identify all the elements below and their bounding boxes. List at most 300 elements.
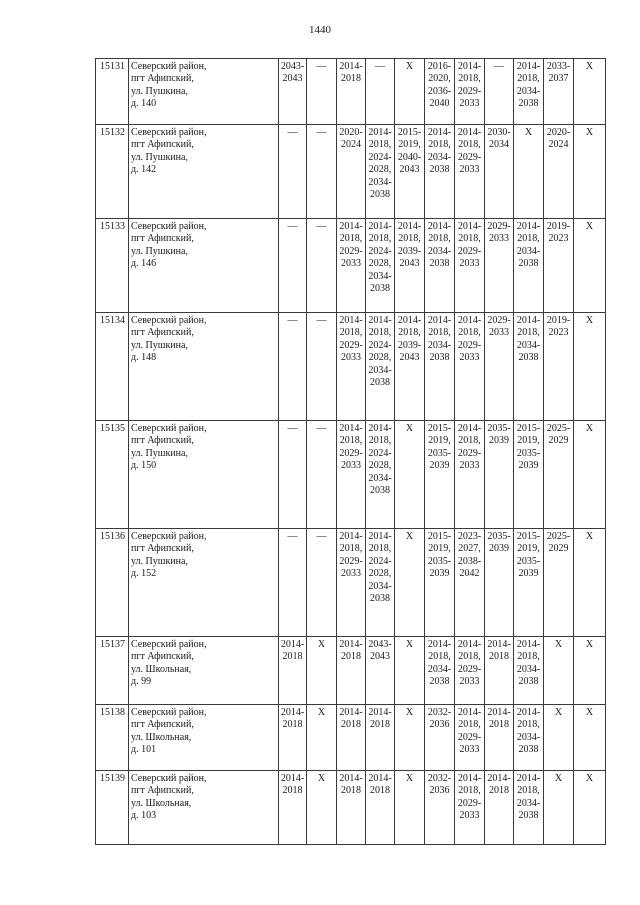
period-line: 2032- <box>427 773 452 784</box>
table-row <box>96 771 606 845</box>
period-cell <box>455 313 485 421</box>
period-cell <box>455 705 485 771</box>
period-line: 2018, <box>517 73 540 85</box>
period-line: 2018, <box>428 139 451 151</box>
period-cell <box>366 219 395 313</box>
address-line: ул. Пушкина, <box>131 447 188 459</box>
period-line: 2038 <box>429 676 450 688</box>
period-line: 2018, <box>517 651 540 663</box>
period-cell <box>514 219 544 313</box>
period-cell <box>366 421 395 529</box>
period-line: X <box>405 61 414 72</box>
period-line: 2034- <box>368 270 392 282</box>
period-cell <box>425 705 455 771</box>
period-cell <box>395 421 425 529</box>
period-cell <box>514 125 544 219</box>
address-line: д. 99 <box>131 676 152 688</box>
period-line: 2018, <box>458 139 481 151</box>
period-line: X <box>585 127 594 138</box>
period-cell <box>337 637 366 705</box>
period-line: 2029- <box>457 447 482 459</box>
period-cell <box>485 125 514 219</box>
period-line: 2015- <box>516 531 541 542</box>
period-line: 2015- <box>516 423 541 434</box>
period-cell <box>485 421 514 529</box>
period-line: 2020- <box>546 127 571 138</box>
address-line: д. 150 <box>131 460 157 472</box>
period-cell <box>366 313 395 421</box>
period-line: 2043 <box>282 73 303 85</box>
period-cell <box>514 705 544 771</box>
period-line: 2033 <box>341 352 361 364</box>
period-line: 2025- <box>546 423 571 434</box>
address-cell <box>129 219 279 313</box>
address-line: пгт Афипский, <box>131 543 194 555</box>
period-line: 2014- <box>280 707 305 718</box>
period-line: 2034- <box>368 364 392 376</box>
period-line: 2039 <box>429 568 450 580</box>
period-cell <box>425 421 455 529</box>
period-line: 2040 <box>429 98 450 110</box>
period-cell <box>574 529 606 637</box>
period-line: 2038 <box>518 810 539 822</box>
period-cell <box>279 219 307 313</box>
period-line: 2019- <box>546 221 571 232</box>
period-line: 2014- <box>339 773 363 784</box>
period-cell <box>279 705 307 771</box>
period-line: 2014- <box>516 315 541 326</box>
period-line: 2029- <box>457 245 482 257</box>
period-line: 2018 <box>282 719 303 731</box>
period-line: 2018, <box>517 785 540 797</box>
period-cell <box>337 771 366 845</box>
period-line: 2029- <box>457 797 482 809</box>
period-line: 2038 <box>518 258 539 270</box>
period-line: 2018, <box>339 233 363 245</box>
period-line: 2028, <box>368 352 392 364</box>
period-line: 2039- <box>397 339 422 351</box>
period-cell <box>574 771 606 845</box>
period-line: 2018, <box>428 233 451 245</box>
period-cell <box>544 125 574 219</box>
address-cell <box>129 637 279 705</box>
period-cell <box>395 705 425 771</box>
period-line: 2033 <box>341 460 361 472</box>
period-cell <box>425 529 455 637</box>
address-line: д. 148 <box>131 352 157 364</box>
period-line: 2016- <box>427 61 452 72</box>
period-cell <box>425 59 455 125</box>
period-line: 2038 <box>370 377 390 389</box>
period-line: 2018, <box>368 435 392 447</box>
period-line: X <box>405 773 414 784</box>
period-line: X <box>524 127 533 138</box>
address-line: ул. Школьная, <box>131 797 192 809</box>
period-line: 2018, <box>368 139 392 151</box>
period-line: 2014- <box>457 639 482 650</box>
period-line: 2018 <box>341 719 361 731</box>
period-line: 2038 <box>429 258 450 270</box>
period-line: 2028, <box>368 258 392 270</box>
period-line: 2018, <box>458 435 481 447</box>
period-cell <box>455 421 485 529</box>
table-row <box>96 125 606 219</box>
period-line: 2029- <box>457 151 482 163</box>
address-line: Северский район, <box>131 221 207 232</box>
address-line: пгт Афипский, <box>131 139 194 151</box>
period-line: 2034- <box>368 176 392 188</box>
period-line: 2029- <box>339 339 363 351</box>
period-line: X <box>585 315 594 326</box>
period-line: 2014- <box>516 221 541 232</box>
period-cell <box>455 125 485 219</box>
address-line: Северский район, <box>131 639 207 650</box>
period-cell <box>337 313 366 421</box>
period-line: 2033 <box>459 98 480 110</box>
period-cell <box>574 59 606 125</box>
period-line: 2018, <box>339 327 363 339</box>
period-cell <box>574 125 606 219</box>
period-line: 2035- <box>516 555 541 567</box>
period-line: 2033 <box>459 352 480 364</box>
period-line: 2014- <box>339 531 363 542</box>
period-line: 2020, <box>428 73 451 85</box>
period-cell <box>455 219 485 313</box>
period-line: — <box>287 423 298 434</box>
period-line: 2018 <box>341 651 361 663</box>
record-number: 15132 <box>96 125 129 219</box>
period-line: X <box>317 773 326 784</box>
period-cell <box>307 705 337 771</box>
period-cell <box>337 421 366 529</box>
record-number: 15133 <box>96 219 129 313</box>
address-line: д. 101 <box>131 744 157 756</box>
period-line: 2043 <box>370 651 390 663</box>
period-line: 2014- <box>516 639 541 650</box>
period-line: — <box>316 61 327 72</box>
period-cell <box>544 771 574 845</box>
period-line: 2024- <box>368 339 392 351</box>
period-line: 2018, <box>458 327 481 339</box>
period-line: 2039 <box>489 543 509 555</box>
address-line: пгт Афипский, <box>131 785 194 797</box>
period-cell <box>574 219 606 313</box>
period-line: 2014- <box>427 127 452 138</box>
period-line: 2034- <box>516 85 541 97</box>
period-line: 2014- <box>427 639 452 650</box>
period-line: 2018, <box>517 327 540 339</box>
period-line: 2038 <box>518 98 539 110</box>
period-line: 2018, <box>368 327 392 339</box>
period-cell <box>514 637 544 705</box>
period-line: 2038 <box>370 593 390 605</box>
period-line: X <box>554 707 563 718</box>
address-cell <box>129 705 279 771</box>
period-line: 2038 <box>370 189 390 201</box>
period-cell <box>485 313 514 421</box>
register-table <box>95 58 606 845</box>
address-line: д. 152 <box>131 568 157 580</box>
address-line: пгт Афипский, <box>131 719 194 731</box>
period-cell <box>574 421 606 529</box>
period-line: 2014- <box>457 127 482 138</box>
period-line: 2039 <box>518 460 539 472</box>
period-line: 2033 <box>459 810 480 822</box>
period-line: 2029- <box>339 245 363 257</box>
period-cell <box>337 529 366 637</box>
period-cell <box>307 421 337 529</box>
period-cell <box>425 313 455 421</box>
period-line: 2018, <box>368 233 392 245</box>
table-row <box>96 421 606 529</box>
period-line: X <box>585 531 594 542</box>
period-line: 2014- <box>368 773 392 784</box>
period-line: 2043 <box>399 258 420 270</box>
period-line: 2038 <box>518 744 539 756</box>
period-line: 2029- <box>339 555 363 567</box>
period-line: 2038- <box>457 555 482 567</box>
period-line: 2018, <box>428 651 451 663</box>
address-line: Северский район, <box>131 127 207 138</box>
period-cell <box>544 313 574 421</box>
period-line: 2034- <box>427 151 452 163</box>
period-cell <box>395 313 425 421</box>
period-line: — <box>494 61 504 72</box>
period-line: 2018, <box>339 435 363 447</box>
period-line: 2014- <box>516 773 541 784</box>
period-line: X <box>585 61 594 72</box>
period-line: 2014- <box>368 423 392 434</box>
period-line: 2018 <box>341 785 361 797</box>
period-line: 2019- <box>546 315 571 326</box>
address-line: д. 142 <box>131 164 157 176</box>
address-line: ул. Школьная, <box>131 663 192 675</box>
period-line: 2014- <box>516 707 541 718</box>
record-number: 15131 <box>96 59 129 125</box>
period-line: 2023- <box>457 531 482 542</box>
period-cell <box>455 637 485 705</box>
period-line: X <box>317 707 326 718</box>
address-line: Северский район, <box>131 61 207 72</box>
period-cell <box>279 421 307 529</box>
period-line: — <box>287 127 298 138</box>
period-line: 2035- <box>487 423 511 434</box>
period-line: X <box>405 531 414 542</box>
period-line: X <box>585 639 594 650</box>
period-line: 2023 <box>548 233 569 245</box>
period-line: 2034- <box>427 663 452 675</box>
address-line: ул. Пушкина, <box>131 151 188 163</box>
period-line: 2014- <box>368 315 392 326</box>
period-line: 2029- <box>457 85 482 97</box>
period-line: — <box>316 531 327 542</box>
period-line: 2033 <box>489 233 509 245</box>
period-line: 2018, <box>368 543 392 555</box>
period-line: — <box>316 127 327 138</box>
period-line: 2035- <box>487 531 511 542</box>
period-line: 2014- <box>339 315 363 326</box>
period-line: X <box>585 773 594 784</box>
period-line: 2014- <box>368 221 392 232</box>
period-line: 2033 <box>459 258 480 270</box>
period-line: 2024- <box>368 447 392 459</box>
address-line: ул. Пушкина, <box>131 85 188 97</box>
period-cell <box>544 637 574 705</box>
address-line: д. 103 <box>131 810 157 822</box>
period-line: 2014- <box>427 315 452 326</box>
period-cell <box>307 771 337 845</box>
table-row <box>96 637 606 705</box>
period-line: 2038 <box>429 164 450 176</box>
period-line: 2018 <box>370 719 390 731</box>
period-cell <box>337 125 366 219</box>
period-line: X <box>405 423 414 434</box>
period-cell <box>279 125 307 219</box>
period-cell <box>425 771 455 845</box>
period-line: 2014- <box>457 221 482 232</box>
period-line: 2018, <box>458 651 481 663</box>
period-line: 2015- <box>427 531 452 542</box>
address-line: ул. Школьная, <box>131 731 192 743</box>
period-line: — <box>287 315 298 326</box>
period-line: X <box>554 639 563 650</box>
period-line: 2038 <box>370 283 390 295</box>
period-line: 2039- <box>397 245 422 257</box>
address-line: Северский район, <box>131 773 207 784</box>
period-line: 2019, <box>517 435 540 447</box>
period-line: 2039 <box>429 460 450 472</box>
period-line: 2035- <box>427 555 452 567</box>
period-line: 2014- <box>427 221 452 232</box>
period-line: 2033 <box>459 164 480 176</box>
period-cell <box>395 59 425 125</box>
period-cell <box>514 59 544 125</box>
record-number: 15134 <box>96 313 129 421</box>
period-cell <box>366 529 395 637</box>
period-line: 2030- <box>487 127 511 138</box>
period-line: 2038 <box>429 352 450 364</box>
period-line: 2033 <box>459 460 480 472</box>
period-cell <box>485 705 514 771</box>
period-line: 2029- <box>487 315 511 326</box>
period-line: 2029- <box>457 731 482 743</box>
period-cell <box>366 637 395 705</box>
address-line: ул. Пушкина, <box>131 339 188 351</box>
period-line: 2014- <box>487 639 511 650</box>
period-cell <box>307 637 337 705</box>
address-cell <box>129 771 279 845</box>
period-cell <box>307 313 337 421</box>
period-cell <box>574 313 606 421</box>
record-number: 15138 <box>96 705 129 771</box>
period-cell <box>337 219 366 313</box>
period-cell <box>485 219 514 313</box>
period-line: 2024 <box>548 139 569 151</box>
period-cell <box>425 637 455 705</box>
address-line: Северский район, <box>131 315 207 326</box>
period-cell <box>544 705 574 771</box>
period-line: 2028, <box>368 164 392 176</box>
period-line: — <box>287 221 298 232</box>
period-line: 2018 <box>489 719 509 731</box>
period-line: 2038 <box>518 676 539 688</box>
period-line: 2038 <box>518 352 539 364</box>
period-cell <box>307 219 337 313</box>
period-line: 2024 <box>341 139 361 151</box>
period-cell <box>514 529 544 637</box>
period-cell <box>574 637 606 705</box>
period-line: 2033- <box>546 61 571 72</box>
period-line: 2014- <box>339 423 363 434</box>
period-cell <box>485 529 514 637</box>
record-number: 15137 <box>96 637 129 705</box>
period-line: 2014- <box>457 423 482 434</box>
period-line: 2018 <box>370 785 390 797</box>
address-line: пгт Афипский, <box>131 73 194 85</box>
period-cell <box>514 771 544 845</box>
period-cell <box>395 771 425 845</box>
period-line: 2025- <box>546 531 571 542</box>
period-line: 2034- <box>516 797 541 809</box>
period-line: 2019, <box>428 435 451 447</box>
period-line: 2029- <box>457 339 482 351</box>
period-line: 2034- <box>368 472 392 484</box>
period-line: 2018 <box>489 785 509 797</box>
period-cell <box>279 313 307 421</box>
period-line: 2043 <box>399 352 420 364</box>
period-line: — <box>287 531 298 542</box>
period-cell <box>279 529 307 637</box>
period-line: 2014- <box>397 315 422 326</box>
period-cell <box>574 705 606 771</box>
period-line: X <box>585 221 594 232</box>
period-cell <box>514 421 544 529</box>
period-cell <box>337 705 366 771</box>
page-number: 1440 <box>309 24 331 36</box>
period-line: 2029- <box>339 447 363 459</box>
address-cell <box>129 59 279 125</box>
period-line: 2024- <box>368 555 392 567</box>
period-line: 2036 <box>429 785 450 797</box>
period-cell <box>366 59 395 125</box>
period-line: 2018, <box>517 233 540 245</box>
address-line: ул. Пушкина, <box>131 555 188 567</box>
period-line: 2034- <box>368 580 392 592</box>
period-cell <box>455 771 485 845</box>
table-row <box>96 529 606 637</box>
table-row <box>96 313 606 421</box>
period-line: X <box>585 423 594 434</box>
period-line: 2043- <box>368 639 392 650</box>
period-cell <box>366 771 395 845</box>
address-cell <box>129 125 279 219</box>
period-line: 2034- <box>516 731 541 743</box>
period-cell <box>455 529 485 637</box>
period-line: 2043- <box>280 61 305 72</box>
table-row <box>96 219 606 313</box>
period-line: 2028, <box>368 568 392 580</box>
period-line: — <box>316 315 327 326</box>
period-line: 2019, <box>398 139 421 151</box>
period-line: 2014- <box>339 707 363 718</box>
period-cell <box>395 637 425 705</box>
period-line: 2043 <box>399 164 420 176</box>
period-line: 2018, <box>398 233 421 245</box>
address-cell <box>129 529 279 637</box>
address-cell <box>129 421 279 529</box>
period-line: 2018, <box>458 785 481 797</box>
period-line: 2014- <box>487 773 511 784</box>
